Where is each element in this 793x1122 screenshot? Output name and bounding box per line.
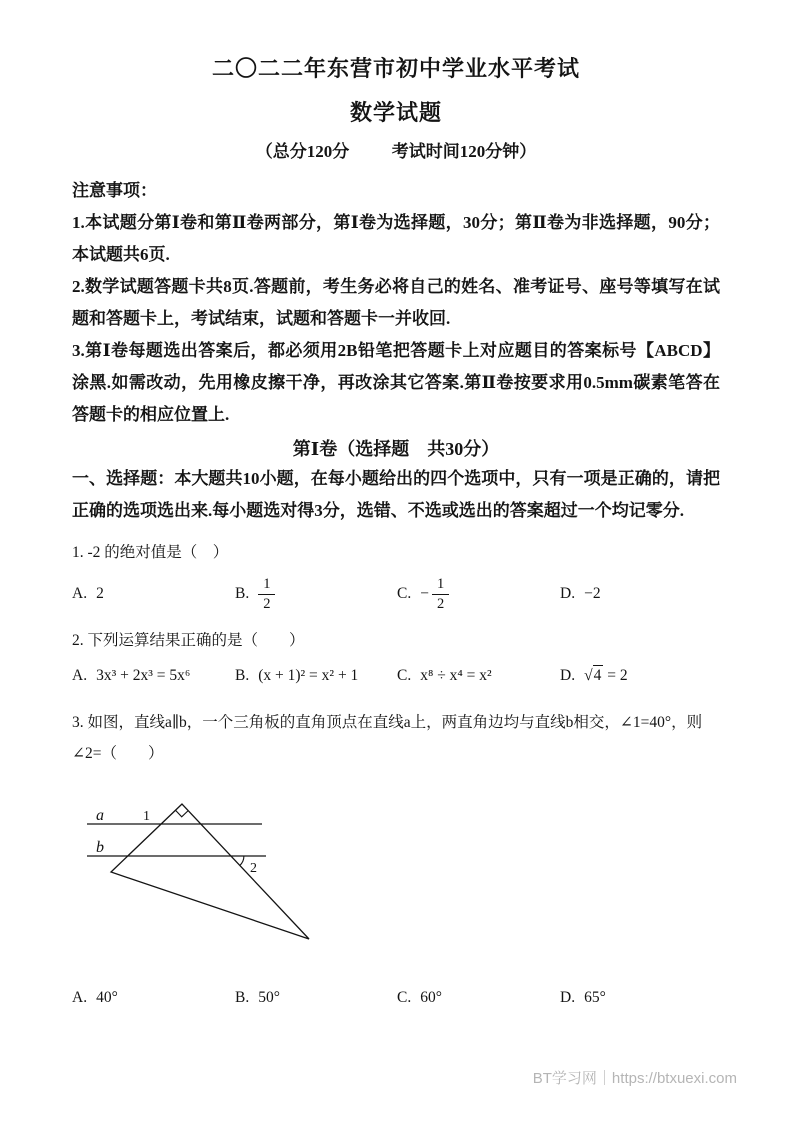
question-1: [72, 539, 720, 617]
option-label: C.: [397, 989, 412, 1006]
notice-item-2: 2.数学试题答题卡共8页.答题前，考生务必将自己的姓名、准考证号、座号等填写在试题和答题卡上，考试结束，试题和答题卡一并收回.: [72, 277, 720, 328]
question-3-option-b: [235, 989, 397, 1007]
question-1-option-a: [72, 585, 235, 603]
option-text: 65°: [584, 989, 606, 1006]
right-angle-mark: [176, 810, 189, 817]
question-1-option-d: [560, 585, 720, 603]
question-2: [72, 627, 720, 691]
question-2-stem: 2. 下列运算结果正确的是（ ）: [72, 632, 305, 649]
geometry-figure: [84, 789, 406, 963]
notices-section: [72, 175, 720, 431]
fraction: [258, 576, 275, 612]
radicand: 4: [593, 667, 602, 684]
question-3: [72, 707, 720, 1011]
radical-sign: √: [584, 667, 593, 684]
option-label: B.: [235, 585, 250, 602]
notices-heading: 注意事项：: [72, 181, 157, 200]
option-text: 60°: [420, 989, 442, 1006]
exam-title: 二〇二二年东营市初中学业水平考试: [211, 56, 580, 81]
option-formula: 3x³ + 2x³ = 5x⁶: [96, 667, 191, 684]
question-1-stem: 1. -2 的绝对值是（ ）: [72, 544, 229, 561]
option-label: A.: [72, 989, 88, 1006]
question-3-figure: [84, 789, 406, 963]
angle-2-label: 2: [250, 861, 257, 876]
option-label: B.: [235, 667, 250, 684]
option-text: 2: [96, 585, 104, 602]
question-3-option-c: [397, 989, 560, 1007]
option-text: 40°: [96, 989, 118, 1006]
minus-sign: −: [420, 585, 429, 602]
option-label: C.: [397, 585, 412, 602]
question-1-option-c: [397, 576, 560, 612]
question-2-option-a: [72, 667, 235, 685]
section1-heading: 第Ⅰ卷（选择题 共30分）: [292, 439, 500, 459]
option-label: D.: [560, 667, 576, 684]
option-label: C.: [397, 667, 412, 684]
option-label: B.: [235, 989, 250, 1006]
fraction-numerator: 1: [432, 576, 449, 595]
option-formula: (x + 1)² = x² + 1: [258, 667, 359, 684]
option-label: A.: [72, 667, 88, 684]
question-3-option-d: [560, 989, 720, 1007]
option-text: −2: [584, 585, 601, 602]
question-1-options: [72, 571, 720, 617]
question-3-options: [72, 985, 720, 1011]
exam-subtitle: 数学试题: [349, 100, 442, 125]
angle-2-arc: [240, 856, 244, 866]
fraction-denominator: 2: [263, 595, 271, 612]
line-b-label: b: [96, 839, 104, 856]
question-2-option-b: [235, 667, 397, 685]
fraction-denominator: 2: [436, 595, 445, 612]
option-text: 50°: [258, 989, 280, 1006]
line-a-label: a: [96, 807, 104, 824]
question-3-stem: 3. 如图，直线a∥b，一个三角板的直角顶点在直线a上，两直角边均与直线b相交，∠1=40°，则∠2=（ ）: [72, 714, 703, 762]
notice-item-3: 3.第Ⅰ卷每题选出答案后，都必须用2B铅笔把答题卡上对应题目的答案标号【ABCD】涂黑.如需改动，先用橡皮擦干净，再改涂其它答案.第Ⅱ卷按要求用0.5mm碳素笔答在答题卡的相应位置上.: [72, 341, 720, 424]
question-2-options: [72, 661, 720, 691]
exam-meta: （总分120分 考试时间120分钟）: [255, 142, 537, 161]
angle-1-label: 1: [143, 809, 150, 824]
question-2-option-c: [397, 667, 560, 685]
option-label: D.: [560, 585, 576, 602]
option-formula: x⁸ ÷ x⁴ = x²: [420, 667, 492, 684]
option-label: A.: [72, 585, 88, 602]
watermark-site-credit: BT学习网｜https://btxuexi.com: [532, 1070, 737, 1087]
fraction-numerator: 1: [258, 576, 275, 595]
option-label: D.: [560, 989, 576, 1006]
question-1-option-b: [235, 576, 397, 612]
fraction: [432, 576, 449, 612]
option-formula-sqrt: [584, 667, 628, 685]
question-3-option-a: [72, 989, 235, 1007]
question-2-option-d: [560, 667, 720, 685]
formula-rest: = 2: [603, 667, 628, 684]
notice-item-1: 1.本试题分第Ⅰ卷和第Ⅱ卷两部分，第Ⅰ卷为选择题，30分；第Ⅱ卷为非选择题，90分；本试题共6页.: [72, 213, 720, 264]
section1-directions: 一、选择题：本大题共10小题，在每小题给出的四个选项中，只有一项是正确的，请把正确的选项选出来.每小题选对得3分，选错、不选或选出的答案超过一个均记零分.: [72, 469, 720, 520]
